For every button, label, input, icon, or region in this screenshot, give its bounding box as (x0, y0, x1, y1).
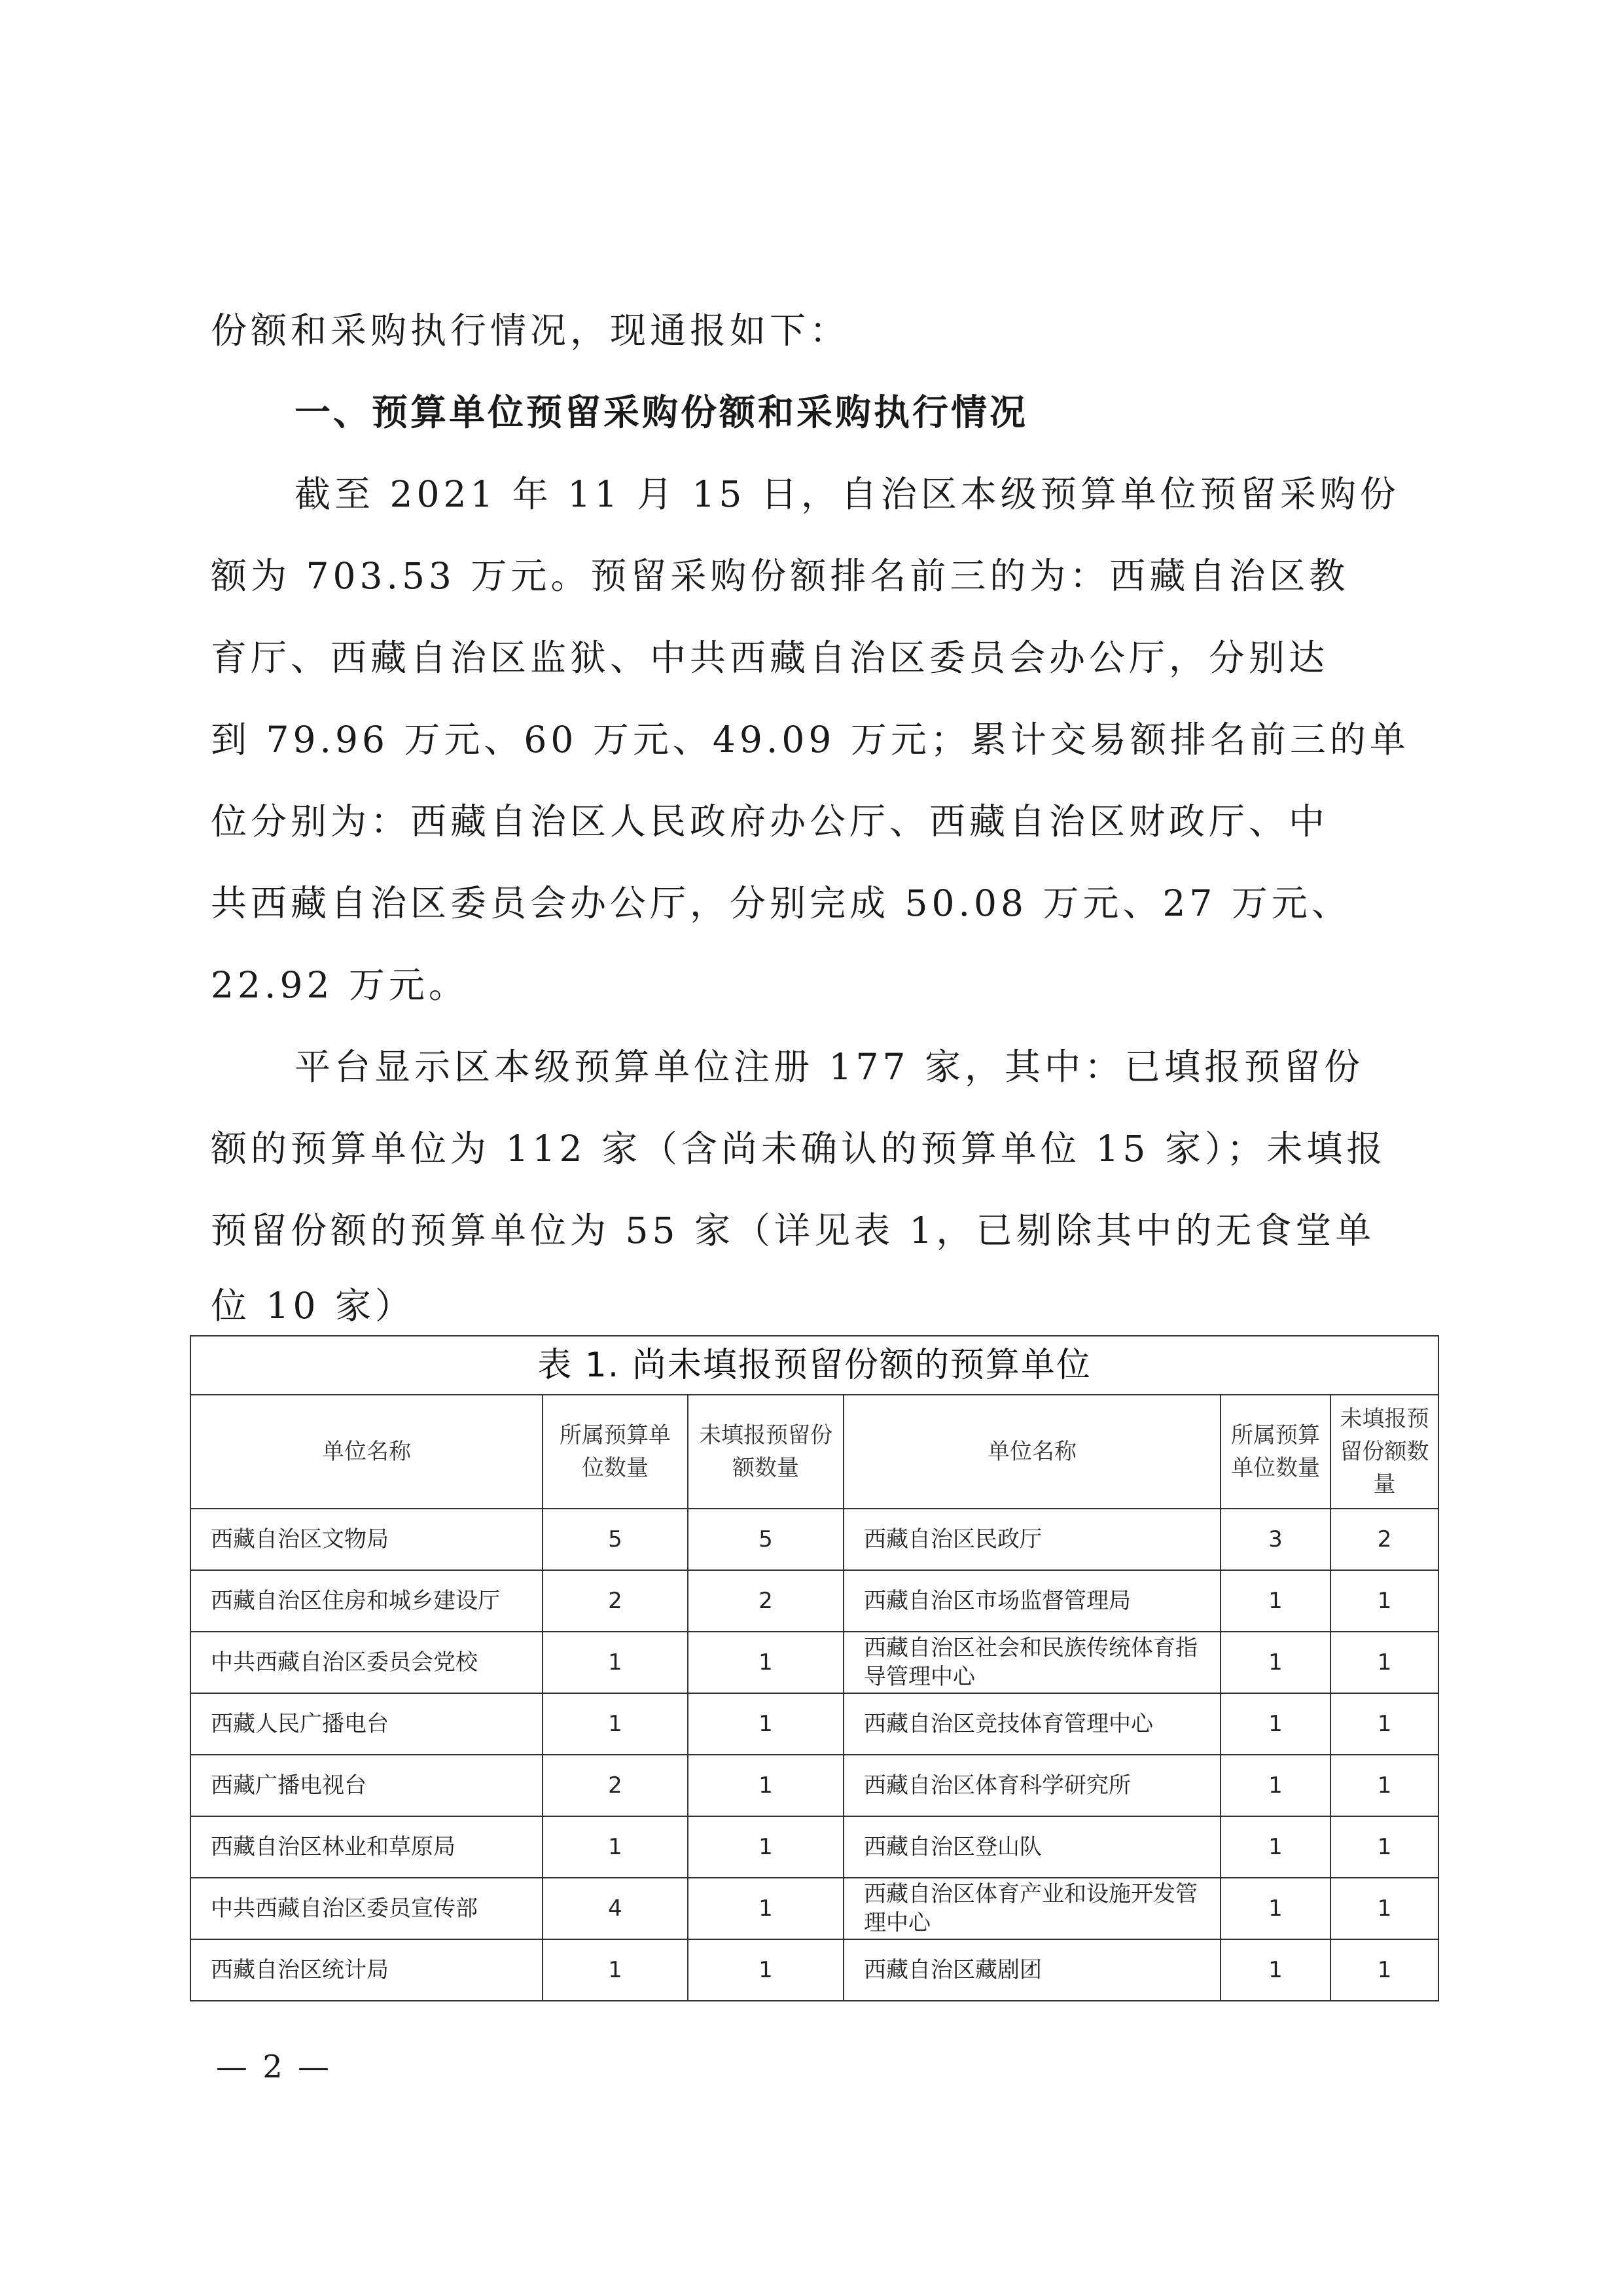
unit-count-cell: 1 (1221, 1878, 1330, 1939)
table-row (190, 1632, 1438, 1693)
body-text-line: 共西藏自治区委员会办公厅，分别完成 50.08 万元、27 万元、 (211, 882, 1351, 924)
section-heading: 一、预算单位预留采购份额和采购执行情况 (294, 391, 1029, 433)
table-row (190, 1816, 1438, 1878)
unfilled-units-table (190, 1335, 1439, 2001)
table-row (190, 1570, 1438, 1632)
table-row (190, 1939, 1438, 2001)
unit-name-cell: 西藏自治区林业和草原局 (190, 1816, 543, 1878)
unfilled-count-cell: 1 (1330, 1632, 1438, 1693)
unfilled-count-cell: 1 (1330, 1755, 1438, 1816)
header-unit-count: 所属预算单位数量 (1221, 1395, 1330, 1509)
table-row (190, 1509, 1438, 1570)
unfilled-count-cell: 1 (688, 1816, 844, 1878)
unfilled-count-cell: 2 (688, 1570, 844, 1632)
unfilled-count-cell: 1 (688, 1755, 844, 1816)
body-text-line: 育厅、西藏自治区监狱、中共西藏自治区委员会办公厅，分别达 (211, 637, 1329, 679)
unit-count-cell: 1 (1221, 1816, 1330, 1878)
unit-name-cell: 西藏广播电视台 (190, 1755, 543, 1816)
unit-name-cell: 西藏自治区市场监督管理局 (844, 1570, 1221, 1632)
unit-count-cell: 1 (543, 1693, 688, 1755)
unit-count-cell: 1 (1221, 1632, 1330, 1693)
body-text-line: 截至 2021 年 11 月 15 日，自治区本级预算单位预留采购份 (294, 473, 1400, 515)
unfilled-count-cell: 1 (688, 1939, 844, 2001)
header-unit-count: 所属预算单位数量 (543, 1395, 688, 1509)
unit-count-cell: 1 (1221, 1939, 1330, 2001)
unit-name-cell: 西藏自治区竞技体育管理中心 (844, 1693, 1221, 1755)
header-unit-name: 单位名称 (190, 1395, 543, 1509)
unit-name-cell: 中共西藏自治区委员宣传部 (190, 1878, 543, 1939)
unit-count-cell: 1 (543, 1816, 688, 1878)
body-text-line: 22.92 万元。 (211, 964, 469, 1006)
unfilled-count-cell: 2 (1330, 1509, 1438, 1570)
table-row (190, 1693, 1438, 1755)
unit-count-cell: 1 (1221, 1570, 1330, 1632)
unfilled-count-cell: 1 (1330, 1878, 1438, 1939)
body-text-line: 额的预算单位为 112 家（含尚未确认的预算单位 15 家）；未填报 (211, 1128, 1387, 1170)
unit-count-cell: 3 (1221, 1509, 1330, 1570)
unit-name-cell: 西藏自治区藏剧团 (844, 1939, 1221, 2001)
unit-name-cell: 西藏自治区住房和城乡建设厅 (190, 1570, 543, 1632)
body-text-line: 位 10 家） (211, 1285, 415, 1327)
header-unfilled-count: 未填报预留份额数量 (1330, 1395, 1438, 1509)
unfilled-count-cell: 5 (688, 1509, 844, 1570)
header-unit-name: 单位名称 (844, 1395, 1221, 1509)
body-text-line: 份额和采购执行情况，现通报如下： (211, 310, 850, 351)
table-caption: 表 1. 尚未填报预留份额的预算单位 (190, 1336, 1438, 1395)
unit-name-cell: 西藏自治区登山队 (844, 1816, 1221, 1878)
unit-name-cell: 西藏自治区民政厅 (844, 1509, 1221, 1570)
unit-count-cell: 1 (1221, 1755, 1330, 1816)
unit-count-cell: 1 (543, 1939, 688, 2001)
page-number: — 2 — (216, 2049, 332, 2085)
table-header-row (190, 1395, 1438, 1509)
unit-count-cell: 2 (543, 1755, 688, 1816)
unit-count-cell: 2 (543, 1570, 688, 1632)
table-row (190, 1878, 1438, 1939)
unit-count-cell: 4 (543, 1878, 688, 1939)
unfilled-count-cell: 1 (688, 1632, 844, 1693)
body-text-line: 平台显示区本级预算单位注册 177 家，其中：已填报预留份 (294, 1046, 1364, 1088)
unit-name-cell: 西藏自治区体育科学研究所 (844, 1755, 1221, 1816)
unit-name-cell: 西藏自治区文物局 (190, 1509, 543, 1570)
unit-name-cell: 中共西藏自治区委员会党校 (190, 1632, 543, 1693)
unit-name-cell: 西藏自治区体育产业和设施开发管理中心 (844, 1878, 1221, 1939)
unfilled-count-cell: 1 (1330, 1816, 1438, 1878)
unfilled-count-cell: 1 (1330, 1570, 1438, 1632)
unit-name-cell: 西藏人民广播电台 (190, 1693, 543, 1755)
header-unfilled-count: 未填报预留份额数量 (688, 1395, 844, 1509)
unit-name-cell: 西藏自治区统计局 (190, 1939, 543, 2001)
table-row (190, 1755, 1438, 1816)
unit-count-cell: 5 (543, 1509, 688, 1570)
unit-name-cell: 西藏自治区社会和民族传统体育指导管理中心 (844, 1632, 1221, 1693)
unit-count-cell: 1 (543, 1632, 688, 1693)
body-text-line: 到 79.96 万元、60 万元、49.09 万元；累计交易额排名前三的单 (211, 719, 1410, 761)
body-text-line: 位分别为：西藏自治区人民政府办公厅、西藏自治区财政厅、中 (211, 800, 1329, 842)
body-text-line: 预留份额的预算单位为 55 家（详见表 1，已剔除其中的无食堂单 (211, 1210, 1376, 1251)
body-text-line: 额为 703.53 万元。预留采购份额排名前三的为：西藏自治区教 (211, 555, 1349, 597)
unfilled-count-cell: 1 (1330, 1693, 1438, 1755)
unit-count-cell: 1 (1221, 1693, 1330, 1755)
unfilled-count-cell: 1 (1330, 1939, 1438, 2001)
unfilled-count-cell: 1 (688, 1693, 844, 1755)
unfilled-count-cell: 1 (688, 1878, 844, 1939)
